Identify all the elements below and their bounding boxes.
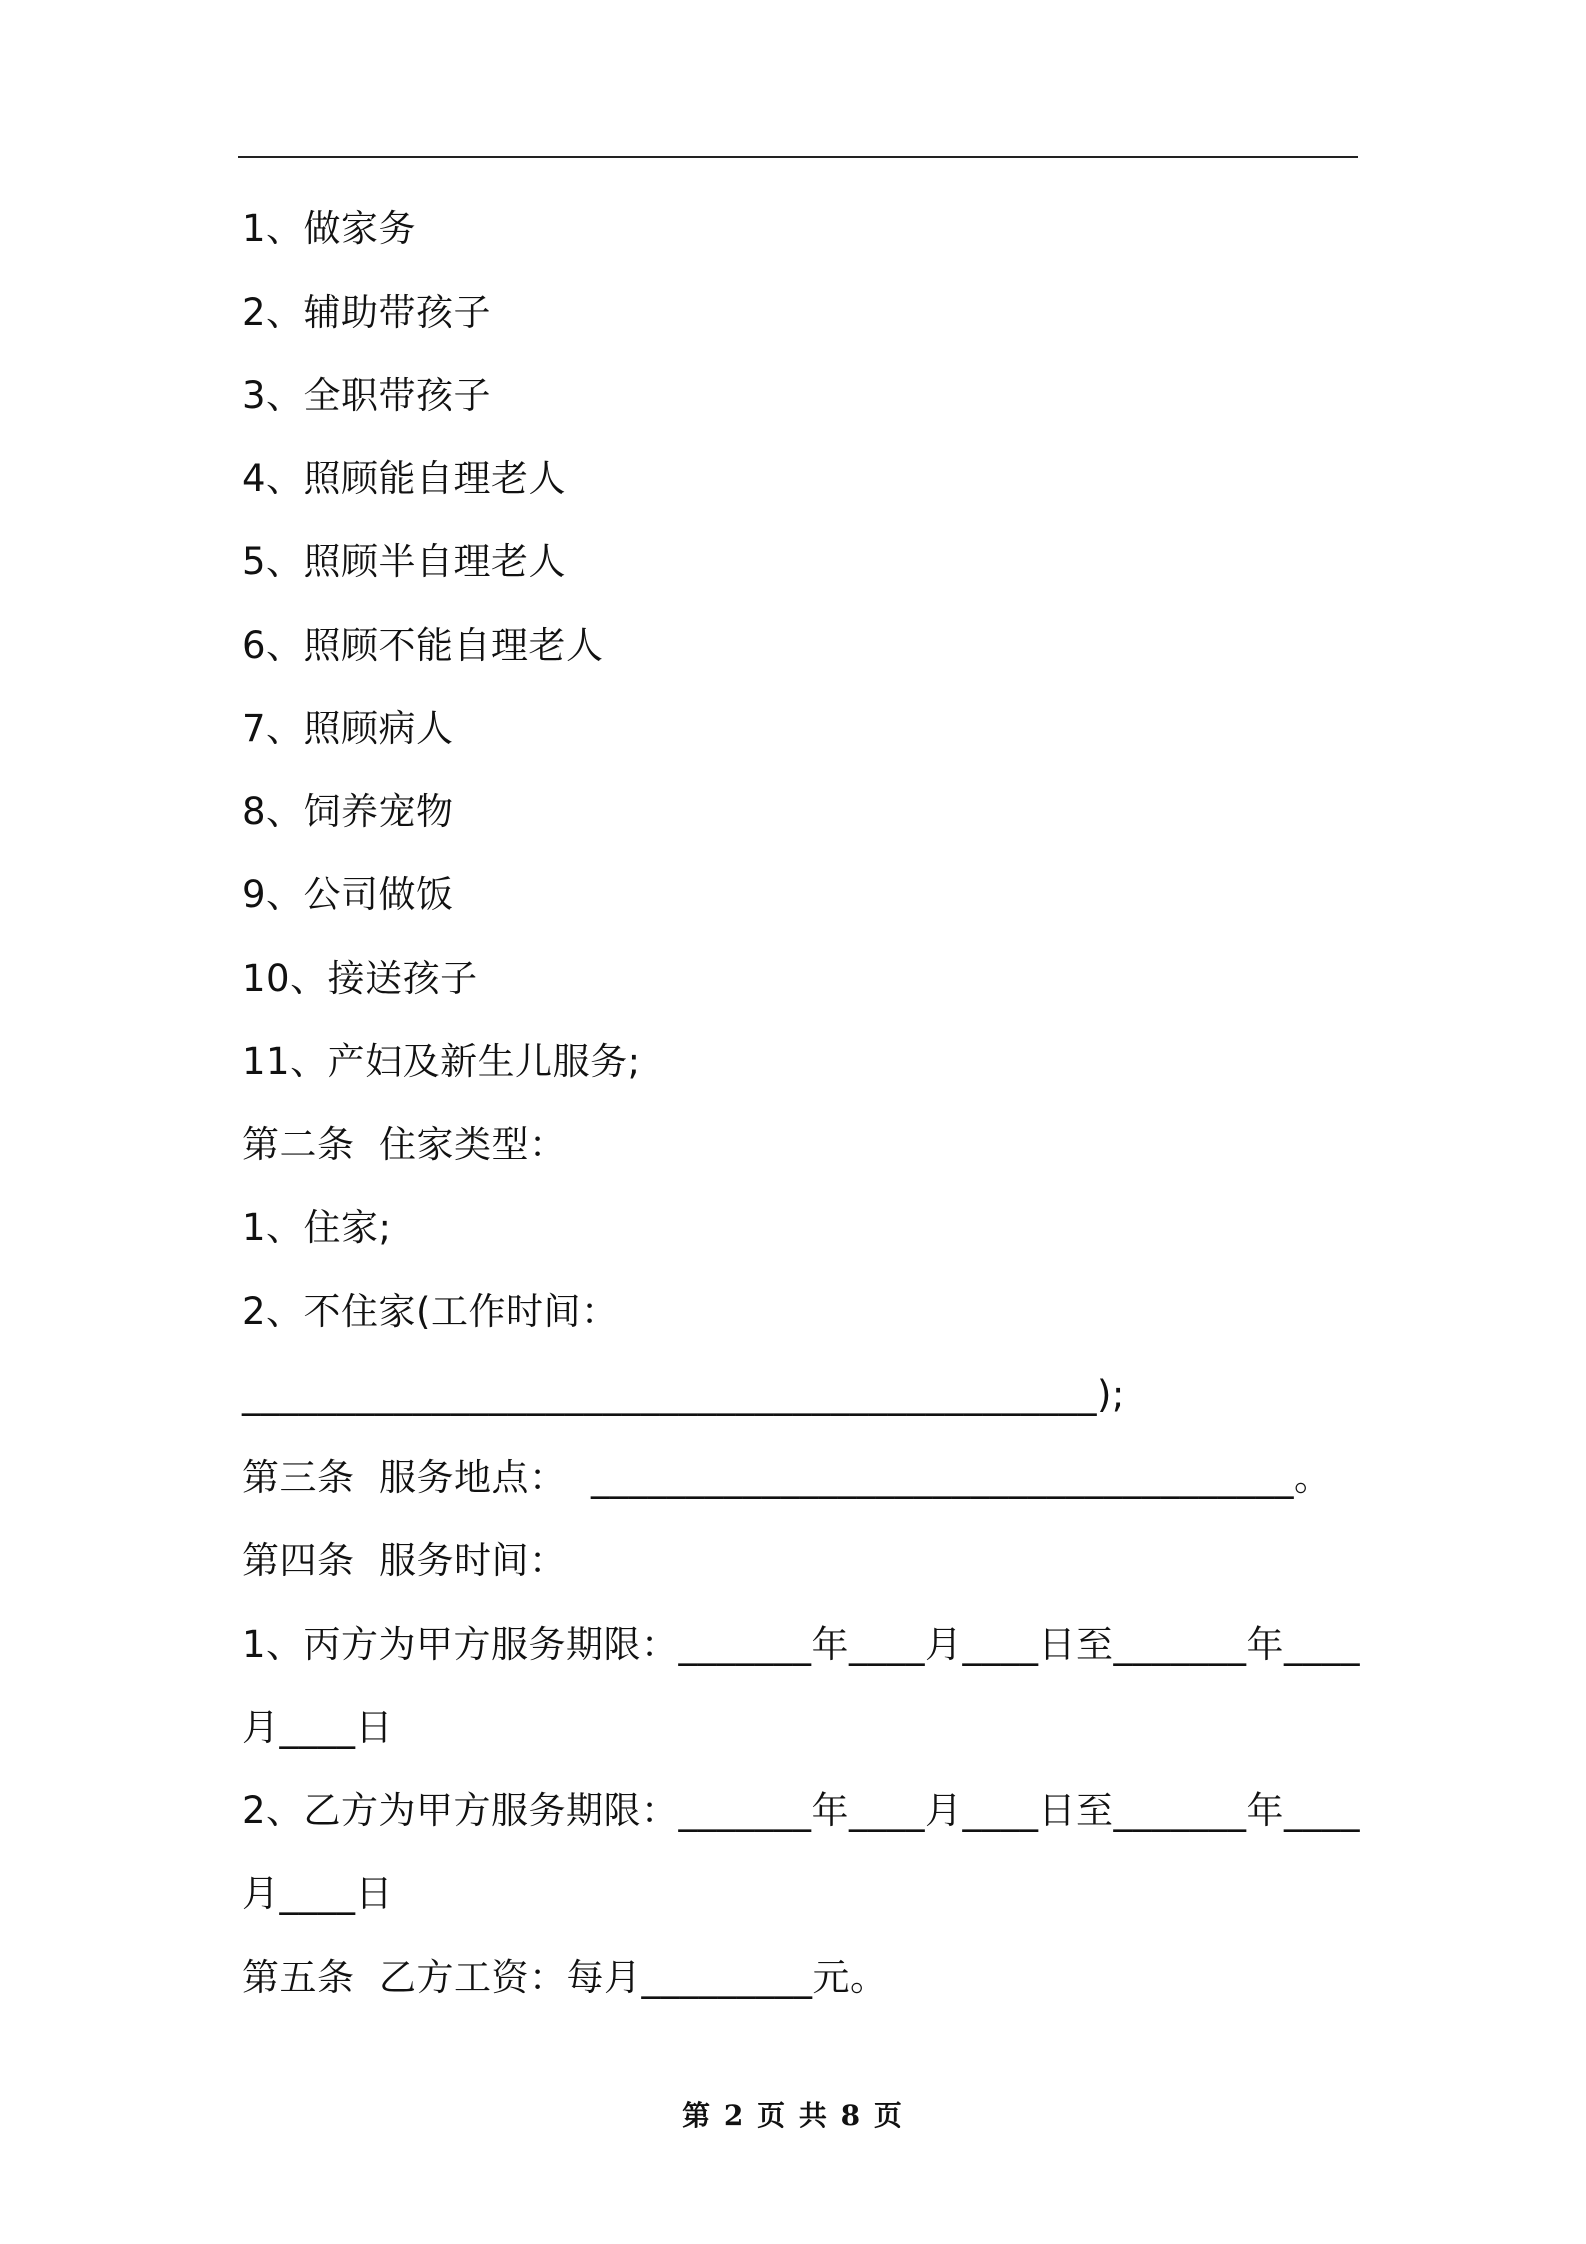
party-b-service-period-end: 月____日 (242, 1872, 393, 1915)
list-item-care-semi-independent-elderly: 5、照顾半自理老人 (242, 540, 567, 583)
article-5-salary: 第五条 乙方工资：每月_________元。 (242, 1956, 888, 1999)
header-rule (238, 156, 1358, 158)
working-hours-blank: _____________________________________________); (242, 1373, 1125, 1416)
list-item-maternal-newborn: 11、产妇及新生儿服务; (242, 1040, 641, 1083)
list-item-school-pickup: 10、接送孩子 (242, 957, 478, 1000)
list-item-care-dependent-elderly: 6、照顾不能自理老人 (242, 624, 604, 667)
list-item-housework: 1、做家务 (242, 207, 417, 250)
article-3-service-location: 第三条 服务地点： _____________________________________。 (242, 1456, 1332, 1499)
live-in-option: 1、住家; (242, 1206, 392, 1249)
list-item-pet-care: 8、饲养宠物 (242, 790, 454, 833)
party-c-service-period-end: 月____日 (242, 1706, 393, 1749)
live-out-option: 2、不住家(工作时间： (242, 1290, 619, 1333)
party-b-service-period: 2、乙方为甲方服务期限：_______年____月____日至_______年____ (242, 1789, 1361, 1832)
list-item-care-independent-elderly: 4、照顾能自理老人 (242, 457, 567, 500)
list-item-company-cooking: 9、公司做饭 (242, 873, 454, 916)
party-c-service-period: 1、丙方为甲方服务期限：_______年____月____日至_______年____ (242, 1623, 1361, 1666)
page-number: 第 2 页 共 8 页 (682, 2099, 904, 2132)
article-2-heading: 第二条 住家类型： (242, 1123, 567, 1166)
article-4-heading: 第四条 服务时间： (242, 1539, 567, 1582)
list-item-assist-childcare: 2、辅助带孩子 (242, 291, 492, 334)
list-item-fulltime-childcare: 3、全职带孩子 (242, 374, 492, 417)
list-item-care-patients: 7、照顾病人 (242, 707, 454, 750)
